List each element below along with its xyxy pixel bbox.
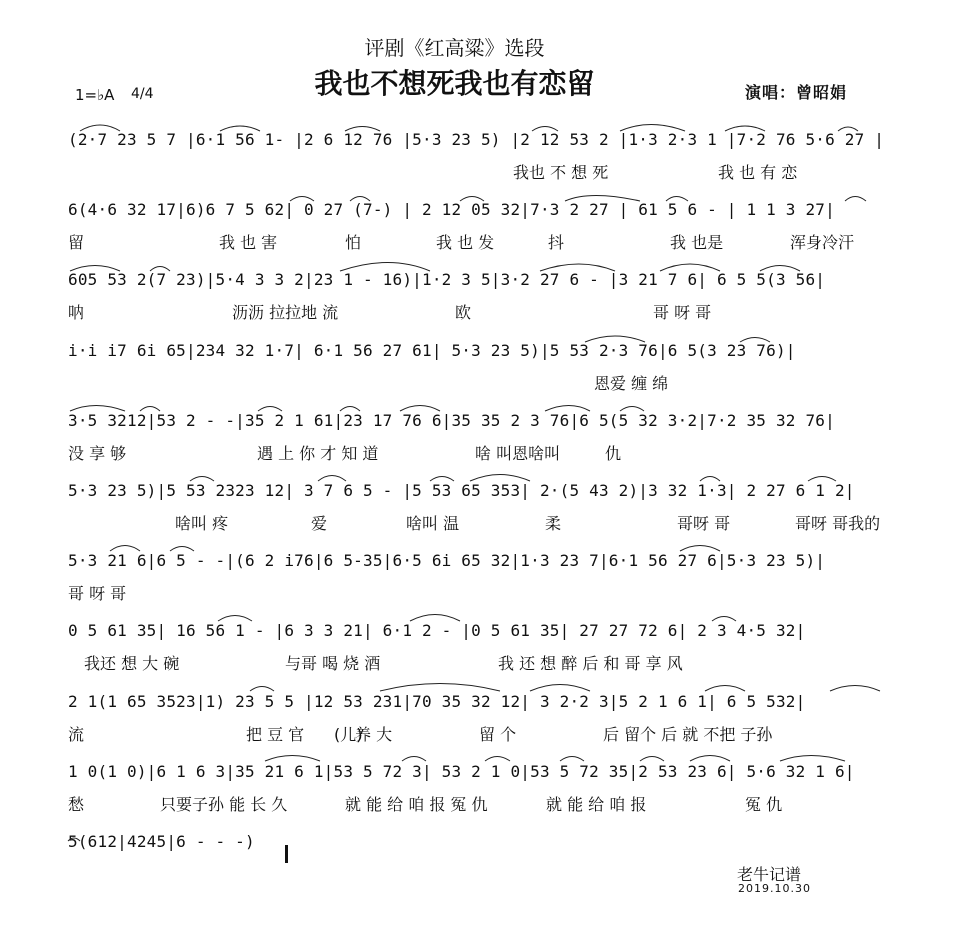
notation-row: 2 1(1 65 3523|1) 23 5 5 |12 53 231|70 35 32 12| 3 2·2 3|5 2 1 6 1| 6 5 532| <box>68 692 806 711</box>
lyric-segment: 我还 想 大 碗 <box>84 654 180 673</box>
final-barline <box>285 845 288 863</box>
lyric-segment: 啥 叫恩啥叫 <box>475 444 561 463</box>
notation-row: 3·5 3212|53 2 - -|35 2 1 61|23 17 76 6|35 35 2 3 76|6 5(5 32 3·2|7·2 35 32 76| <box>68 411 835 430</box>
notation-row: 5·3 23 5)|5 53 2323 12| 3 7 6 5 - |5 53 65 353| 2·(5 43 2)|3 32 1·3| 2 27 6 1 2| <box>68 481 855 500</box>
lyric-segment: 爱 <box>311 514 328 533</box>
lyric-segment: 遇 上 你 才 知 道 <box>257 444 379 463</box>
lyric-segment: 我 也 发 <box>436 233 495 252</box>
lyric-segment: 流 <box>68 725 85 744</box>
lyric-segment: 没 享 够 <box>68 444 127 463</box>
notation-row: 5(612|4245|6 - - -) <box>68 832 255 851</box>
lyric-segment: (儿) <box>334 725 363 744</box>
lyric-segment: 怕 <box>345 233 362 252</box>
lyric-segment: 浑身冷汗 <box>790 233 855 252</box>
lyric-segment: 我 也是 <box>670 233 724 252</box>
lyric-segment: 就 能 给 咱 报 <box>546 795 647 814</box>
page-title: 我也不想死我也有恋留 <box>314 67 595 100</box>
notation-row: 6(4·6 32 17|6)6 7 5 62| 0 27 (7-) | 2 12 05 32|7·3 2 27 | 61 5 6 - | 1 1 3 27| <box>68 200 835 219</box>
lyric-segment: 我 还 想 醉 后 和 哥 享 风 <box>498 654 683 673</box>
lyric-segment: 我也 不 想 死 <box>513 163 609 182</box>
notation-row: 0 5 61 35| 16 56 1 - |6 3 3 21| 6·1 2 - |0 5 61 35| 27 27 72 6| 2 3 4·5 32| <box>68 621 806 640</box>
lyric-segment: 抖 <box>548 233 565 252</box>
lyric-segment: 养 大 <box>355 725 393 744</box>
lyric-segment: 哥 呀 哥 <box>68 584 127 603</box>
lyric-segment: 我 也 有 恋 <box>718 163 798 182</box>
lyric-segment: 哥 呀 哥 <box>653 303 712 322</box>
lyric-segment: 哥呀 哥我的 <box>795 514 881 533</box>
lyric-segment: 哥呀 哥 <box>677 514 731 533</box>
notation-row: (2·7 23 5 7 |6·1 56 1- |2 6 12 76 |5·3 23 5) |2 12 53 2 |1·3 2·3 1 |7·2 76 5·6 27 | <box>68 130 885 149</box>
lyric-segment: 后 留个 后 就 不把 子孙 <box>603 725 773 744</box>
lyric-segment: 与哥 喝 烧 酒 <box>285 654 381 673</box>
lyric-segment: 留 个 <box>479 725 517 744</box>
lyric-segment: 就 能 给 咱 报 冤 仇 <box>345 795 488 814</box>
transcription-date: 2019.10.30 <box>738 882 811 895</box>
lyric-segment: 恩爱 缠 绵 <box>594 374 669 393</box>
notation-row: i·i i7 6i 65|234 32 1·7| 6·1 56 27 61| 5·3 23 5)|5 53 2·3 76|6 5(3 23 76)| <box>68 341 796 360</box>
singer-credit: 演唱：曾昭娟 <box>745 83 848 102</box>
lyric-segment: 柔 <box>545 514 562 533</box>
notation-row: 605 53 2(7 23)|5·4 3 3 2|23 1 - 16)|1·2 3 5|3·2 27 6 - |3 21 7 6| 6 5 5(3 56| <box>68 270 826 289</box>
lyric-segment: 只要子孙 能 长 久 <box>160 795 288 814</box>
key-signature: 1=♭A <box>75 86 115 104</box>
lyric-segment: 仇 <box>605 444 622 463</box>
lyric-segment: 啥叫 温 <box>406 514 460 533</box>
lyric-segment: 把 豆 官 <box>246 725 305 744</box>
subtitle: 评剧《红高粱》选段 <box>364 36 545 60</box>
lyric-segment: 欧 <box>455 303 472 322</box>
notation-row: 5·3 21 6|6 5 - -|(6 2 i76|6 5-35|6·5 6i 65 32|1·3 23 7|6·1 56 27 6|5·3 23 5)| <box>68 551 826 570</box>
time-signature: 4/4 <box>131 86 154 102</box>
lyric-segment: 我 也 害 <box>219 233 278 252</box>
lyric-segment: 沥沥 拉拉地 流 <box>232 303 339 322</box>
lyric-segment: 啥叫 疼 <box>175 514 229 533</box>
lyric-segment: 呐 <box>68 303 85 322</box>
lyric-segment: 冤 仇 <box>745 795 783 814</box>
transcriber-credit: 老牛记谱 <box>737 865 802 884</box>
lyric-segment: 愁 <box>68 795 85 814</box>
notation-row: 1 0(1 0)|6 1 6 3|35 21 6 1|53 5 72 3| 53 2 1 0|53 5 72 35|2 53 23 6| 5·6 32 1 6| <box>68 762 855 781</box>
lyric-segment: 留 <box>68 233 85 252</box>
